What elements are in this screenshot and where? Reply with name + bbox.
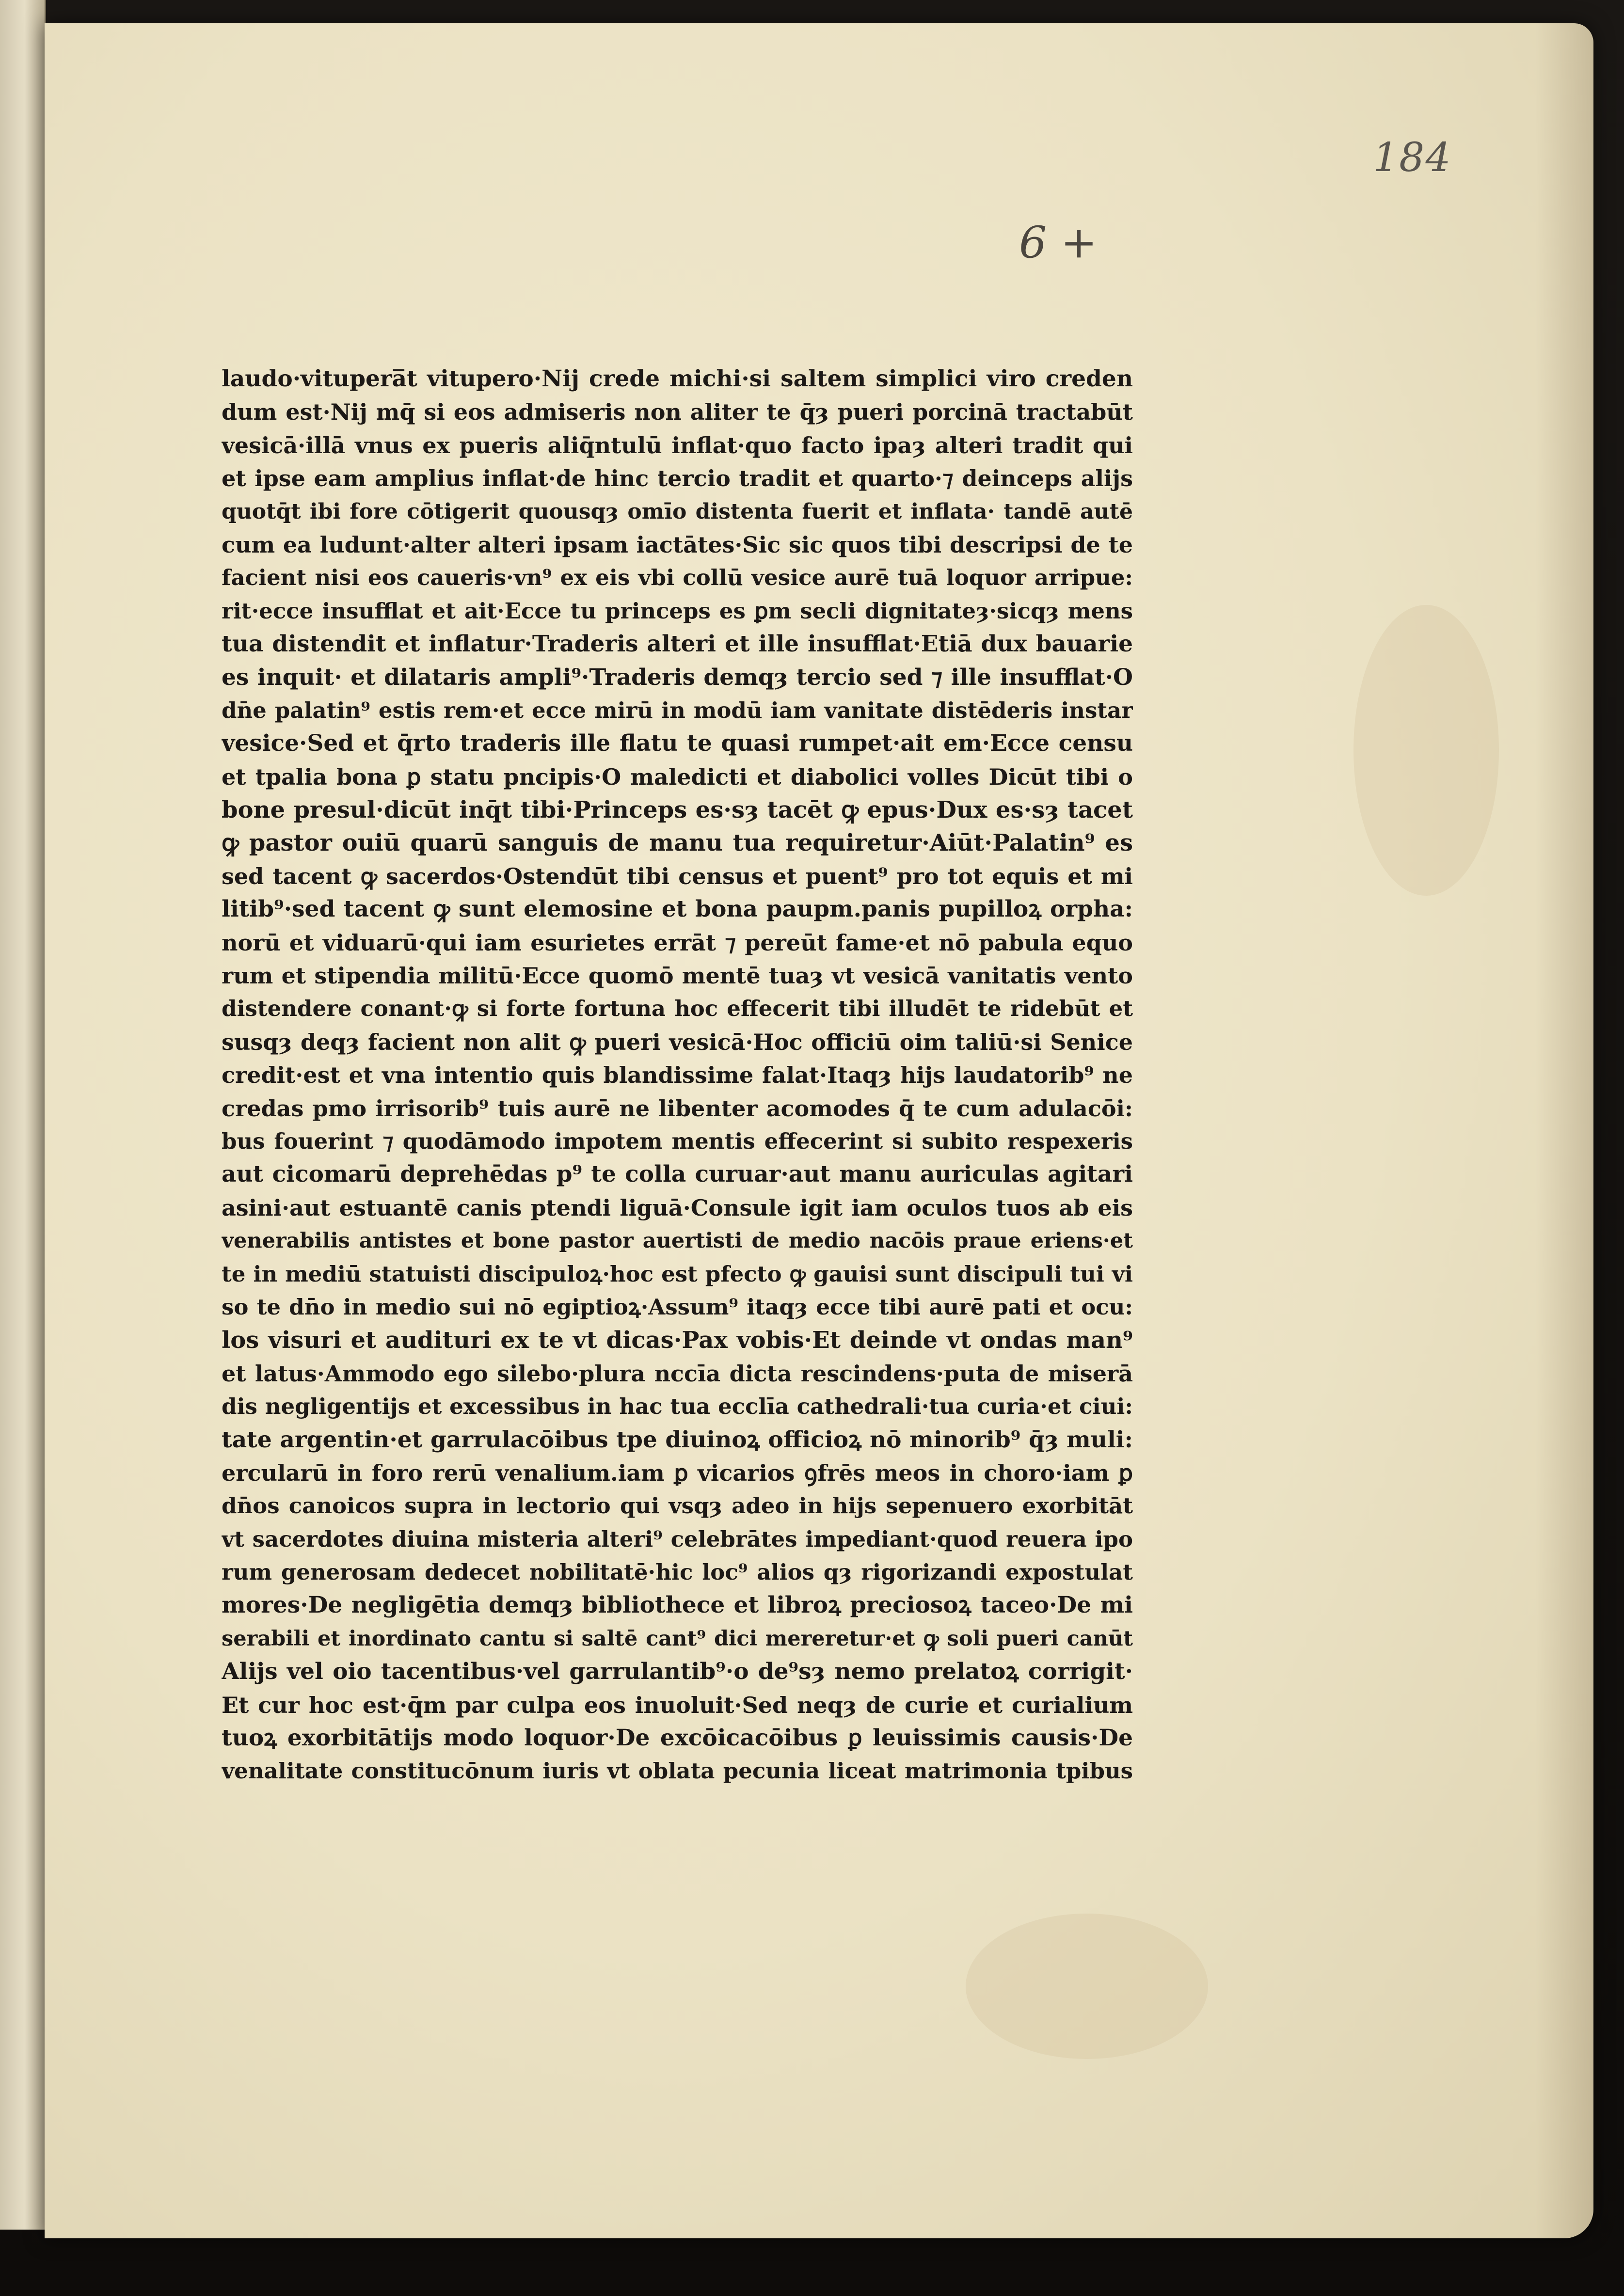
text-line: so te dn̄o in medio sui nō egiptioꝝ·Assum⁹ itaqȝ ecce tibi aurē pati et ocu: xyxy=(222,1294,1133,1320)
text-line: sed tacent ꝙ sacerdos·Ostendūt tibi census et puent⁹ pro tot equis et mi xyxy=(222,863,1133,889)
text-line: norū et viduarū·qui iam esurietes errāt ⁊ pereūt fame·et nō pabula equo xyxy=(222,929,1133,956)
text-line: dn̄os canoicos supra in lectorio qui vsqȝ adeo in hijs sepenuero exorbitāt xyxy=(222,1493,1133,1519)
text-line: dn̄e palatin⁹ estis rem·et ecce mirū in modū iam vanitate distēderis instar xyxy=(222,697,1133,723)
text-line: mores·De negligētia demqȝ bibliothece et libroꝝ preciosoꝝ taceo·De mi xyxy=(222,1592,1133,1619)
text-line: es inquit· et dilataris ampli⁹·Traderis demqȝ tercio sed ⁊ ille insufflat·O xyxy=(222,664,1133,691)
text-line: vesicā·illā vnus ex pueris aliq̄ntulū inflat·quo facto ipaȝ alteri tradit qui xyxy=(222,432,1133,459)
text-line: bus fouerint ⁊ quodāmodo impotem mentis effecerint si subito respexeris xyxy=(222,1128,1133,1154)
text-line: venalitate constitucōnum iuris vt oblata pecunia liceat matrimonia tpibus xyxy=(222,1758,1133,1784)
text-line: rum et stipendia militū·Ecce quomō mentē tuaȝ vt vesicā vanitatis vento xyxy=(222,963,1133,989)
text-line: laudo·vitupera̅t vitupero·Nij crede michi·si saltem simplici viro creden xyxy=(222,365,1133,392)
text-line: dum est·Nij mq̄ si eos admiseris non aliter te q̄ȝ pueri porcinā tractabūt xyxy=(222,399,1133,426)
text-line: ꝙ pastor ouiū quarū sanguis de manu tua requiretur·Aiūt·Palatin⁹ es xyxy=(222,829,1133,857)
text-line: et latus·Ammodo ego silebo·plura nccīa dicta rescindens·puta de miserā xyxy=(222,1360,1133,1387)
text-line: Et cur hoc est·q̄m par culpa eos inuoluit·Sed neqȝ de curie et curialium xyxy=(222,1692,1133,1718)
text-line: distendere conant·ꝙ si forte fortuna hoc effecerit tibi illudēt te ridebūt et xyxy=(222,996,1133,1022)
text-line: credas pmo irrisorib⁹ tuis aurē ne libenter acomodes q̄ te cum adulacōi: xyxy=(222,1095,1133,1122)
text-line: venerabilis antistes et bone pastor auertisti de medio nacōis praue eriens·et xyxy=(222,1229,1133,1253)
signature-mark: 6 + xyxy=(1019,217,1098,268)
text-line: ercularū in foro rerū venalium.iam ꝑ vicarios ꝯfrēs meos in choro·iam ꝑ xyxy=(222,1459,1133,1486)
text-line: quotq̄t ibi fore cōtigerit quousqȝ omīo distenta fuerit et inflata· tandē autē xyxy=(222,499,1133,524)
text-line: litib⁹·sed tacent ꝙ sunt elemosine et bona paupm.panis pupilloꝝ orpha: xyxy=(222,896,1133,923)
text-line: credit·est et vna intentio quis blandissime falat·Itaqȝ hijs laudatorib⁹ ne xyxy=(222,1062,1133,1089)
text-line: cum ea ludunt·alter alteri ipsam iactātes·Sic sic quos tibi descripsi de te xyxy=(222,531,1133,558)
text-line: bone presul·dicūt inq̄t tibi·Princeps es·sȝ tacēt ꝙ epus·Dux es·sȝ tacet xyxy=(222,796,1133,824)
text-line: tua distendit et inflatur·Traderis alteri et ille insufflat·Etiā dux bauarie xyxy=(222,631,1133,658)
facing-page-edge xyxy=(0,0,46,2230)
text-line: vesice·Sed et q̄rto traderis ille flatu te quasi rumpet·ait em·Ecce censu xyxy=(222,730,1133,757)
paper-stain xyxy=(1353,605,1499,896)
text-block xyxy=(222,363,1133,1788)
text-line: rit·ecce insufflat et ait·Ecce tu princeps es ꝑm secli dignitateȝ·sicqȝ mens xyxy=(222,598,1133,624)
text-line: rum generosam dedecet nobilitatē·hic loc⁹ alios qȝ rigorizandi expostulat xyxy=(222,1559,1133,1585)
text-line: et tpalia bona ꝑ statu pncipis·O maledicti et diabolici volles Dicūt tibi o xyxy=(222,763,1133,790)
text-line: tuoꝝ exorbitātijs modo loquor·De excōicacōibus ꝑ leuissimis causis·De xyxy=(222,1725,1133,1752)
text-line: serabili et inordinato cantu si saltē cant⁹ dici mereretur·et ꝙ soli pueri canūt xyxy=(222,1626,1133,1651)
text-line: dis negligentijs et excessibus in hac tua ecclīa cathedrali·tua curia·et ciui: xyxy=(222,1393,1133,1420)
text-line: tate argentin·et garrulacōibus tpe diuinoꝝ officioꝝ nō minorib⁹ q̄ȝ muli: xyxy=(222,1426,1133,1453)
paper-stain xyxy=(966,1914,1208,2059)
text-line: facient nisi eos caueris·vn⁹ ex eis vbi collū vesice aurē tuā loquor arripue: xyxy=(222,565,1133,591)
text-line: los visuri et audituri ex te vt dicas·Pax vobis·Et deinde vt ondas man⁹ xyxy=(222,1327,1133,1354)
text-line: asini·aut estuantē canis ptendi liguā·Consule igit iam oculos tuos ab eis xyxy=(222,1194,1133,1221)
text-line: susqȝ deqȝ facient non alit ꝙ pueri vesicā·Hoc officiū oim taliū·si Senice xyxy=(222,1029,1133,1055)
text-line: te in mediū statuisti discipuloꝝ·hoc est pfecto ꝙ gauisi sunt discipuli tui vi xyxy=(222,1261,1133,1287)
text-line: Alijs vel oio tacentibus·vel garrulantib⁹·o de⁹sȝ nemo prelatoꝝ corrigit· xyxy=(222,1658,1133,1685)
text-line: et ipse eam amplius inflat·de hinc tercio tradit et quarto·⁊ deinceps alijs xyxy=(222,465,1133,492)
text-line: aut cicomarū deprehēdas p⁹ te colla curuar·aut manu auriculas agitari xyxy=(222,1161,1133,1188)
folio-number: 184 xyxy=(1373,135,1452,181)
book-page xyxy=(45,23,1593,2238)
text-line: vt sacerdotes diuina misteria alteri⁹ celebrātes impediant·quod reuera ipo xyxy=(222,1526,1133,1552)
